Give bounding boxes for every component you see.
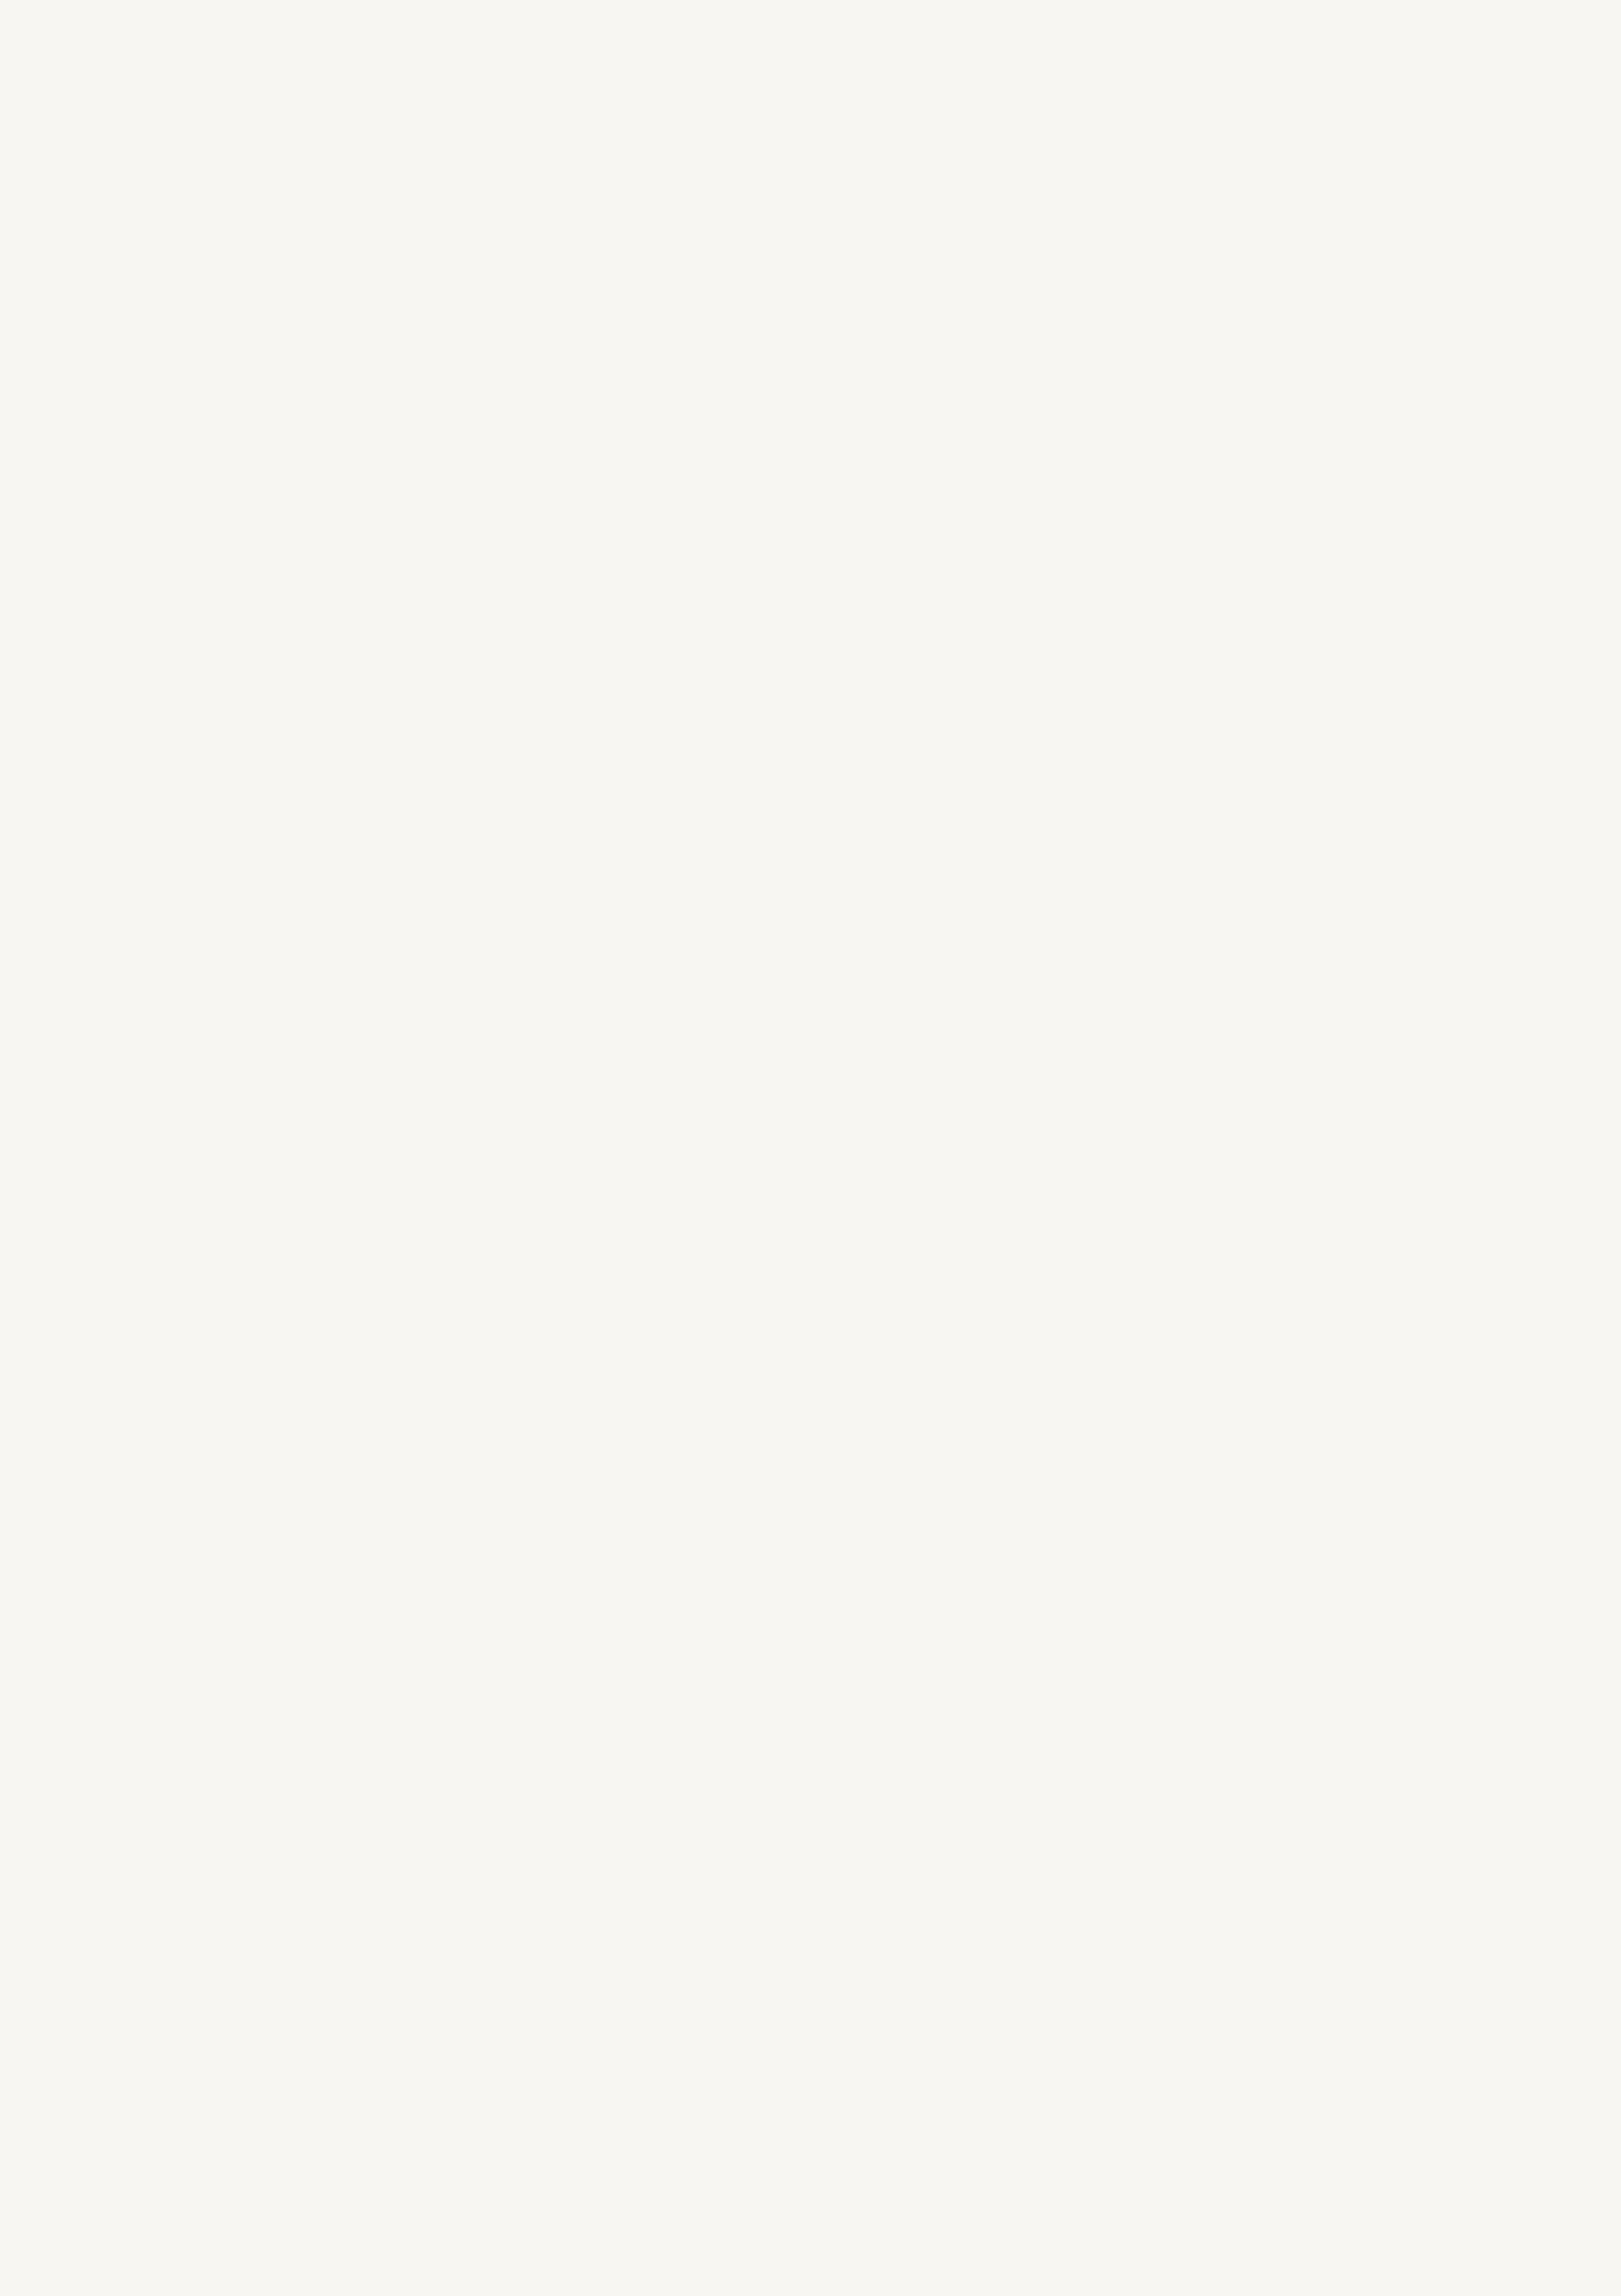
section-7-heading <box>361 1578 1621 1613</box>
section-6-heading <box>0 408 1621 444</box>
